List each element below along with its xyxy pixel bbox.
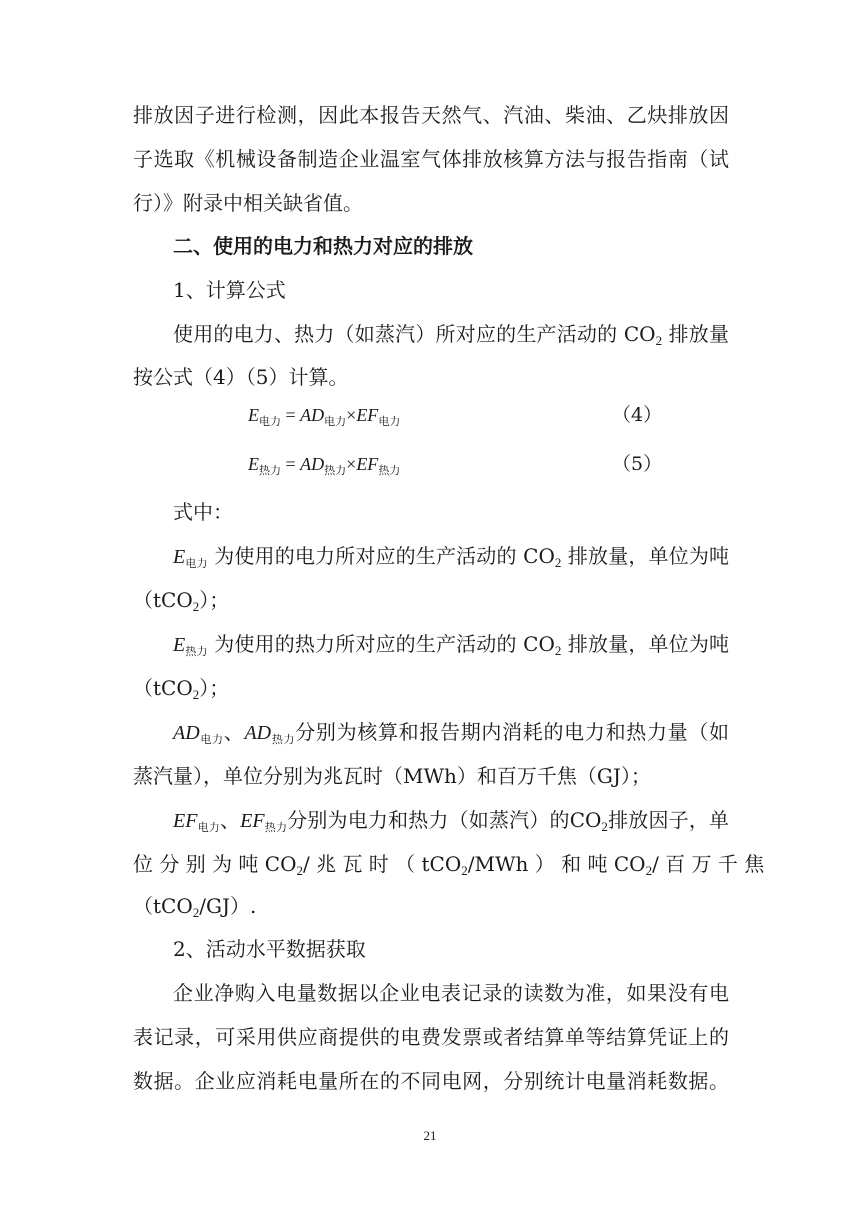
definition-e-heat: $E_{热力}$ 为使用的热力所对应的生产活动的 $CO_2$ 排放量，单位为吨 [173,632,730,658]
formula-5: $E_{热力} = AD_{热力}\times EF_{热力}$ [248,454,401,477]
intro-line: 使用的电力、热力（如蒸汽）所对应的生产活动的 $CO_2$ 排放量 [173,322,730,348]
definition-ef: $EF_{电力}$、$EF_{热力}$分别为电力和热力（如蒸汽）的$CO_2$排放因子，单 [173,808,730,834]
definition-unit: （tCO$_2$）； [133,676,230,702]
paragraph-line: 表记录，可采用供应商提供的电费发票或者结算单等结算凭证上的 [133,1025,729,1049]
definition-ef-cont: 位 分 别 为 吨 $CO_2/$ 兆 瓦 时 （ tCO$_2$/MWh ） 和 吨 $CO_2/$ 百 万 千 焦 [133,852,765,878]
intro-line: 按公式（4）（5）计算。 [133,365,349,389]
paragraph-line: 子选取《机械设备制造企业温室气体排放核算方法与报告指南（试 [133,147,729,171]
paragraph-line: 数据。企业应消耗电量所在的不同电网，分别统计电量消耗数据。 [133,1069,729,1093]
definition-unit: （tCO$_2$）； [133,588,230,614]
equation-number-5: （5） [612,453,663,475]
paragraph-line: 企业净购入电量数据以企业电表记录的读数为准，如果没有电 [173,981,729,1005]
paragraph-line: 排放因子进行检测，因此本报告天然气、汽油、柴油、乙炔排放因 [133,103,729,127]
definition-e-electric: $E_{电力}$ 为使用的电力所对应的生产活动的 $CO_2$ 排放量，单位为吨 [173,544,730,570]
subsection-title: 1、计算公式 [173,278,286,302]
definition-ad-cont: 蒸汽量），单位分别为兆瓦时（MWh）和百万千焦（GJ）； [133,764,651,788]
equation-number-4: （4） [612,404,663,426]
page-number: 21 [423,1128,437,1143]
where-label: 式中： [173,500,233,524]
section-heading: 二、使用的电力和热力对应的排放 [173,234,473,258]
subsection-title: 2、活动水平数据获取 [173,937,366,961]
paragraph-line: 行）》附录中相关缺省值。 [133,191,363,215]
definition-ad: $AD_{电力}$、$AD_{热力}$分别为核算和报告期内消耗的电力和热力量（如 [173,720,730,746]
formula-4: $E_{电力} = AD_{电力}\times EF_{电力}$ [248,405,401,428]
definition-ef-cont: （tCO$_2$/GJ）. [133,894,257,920]
